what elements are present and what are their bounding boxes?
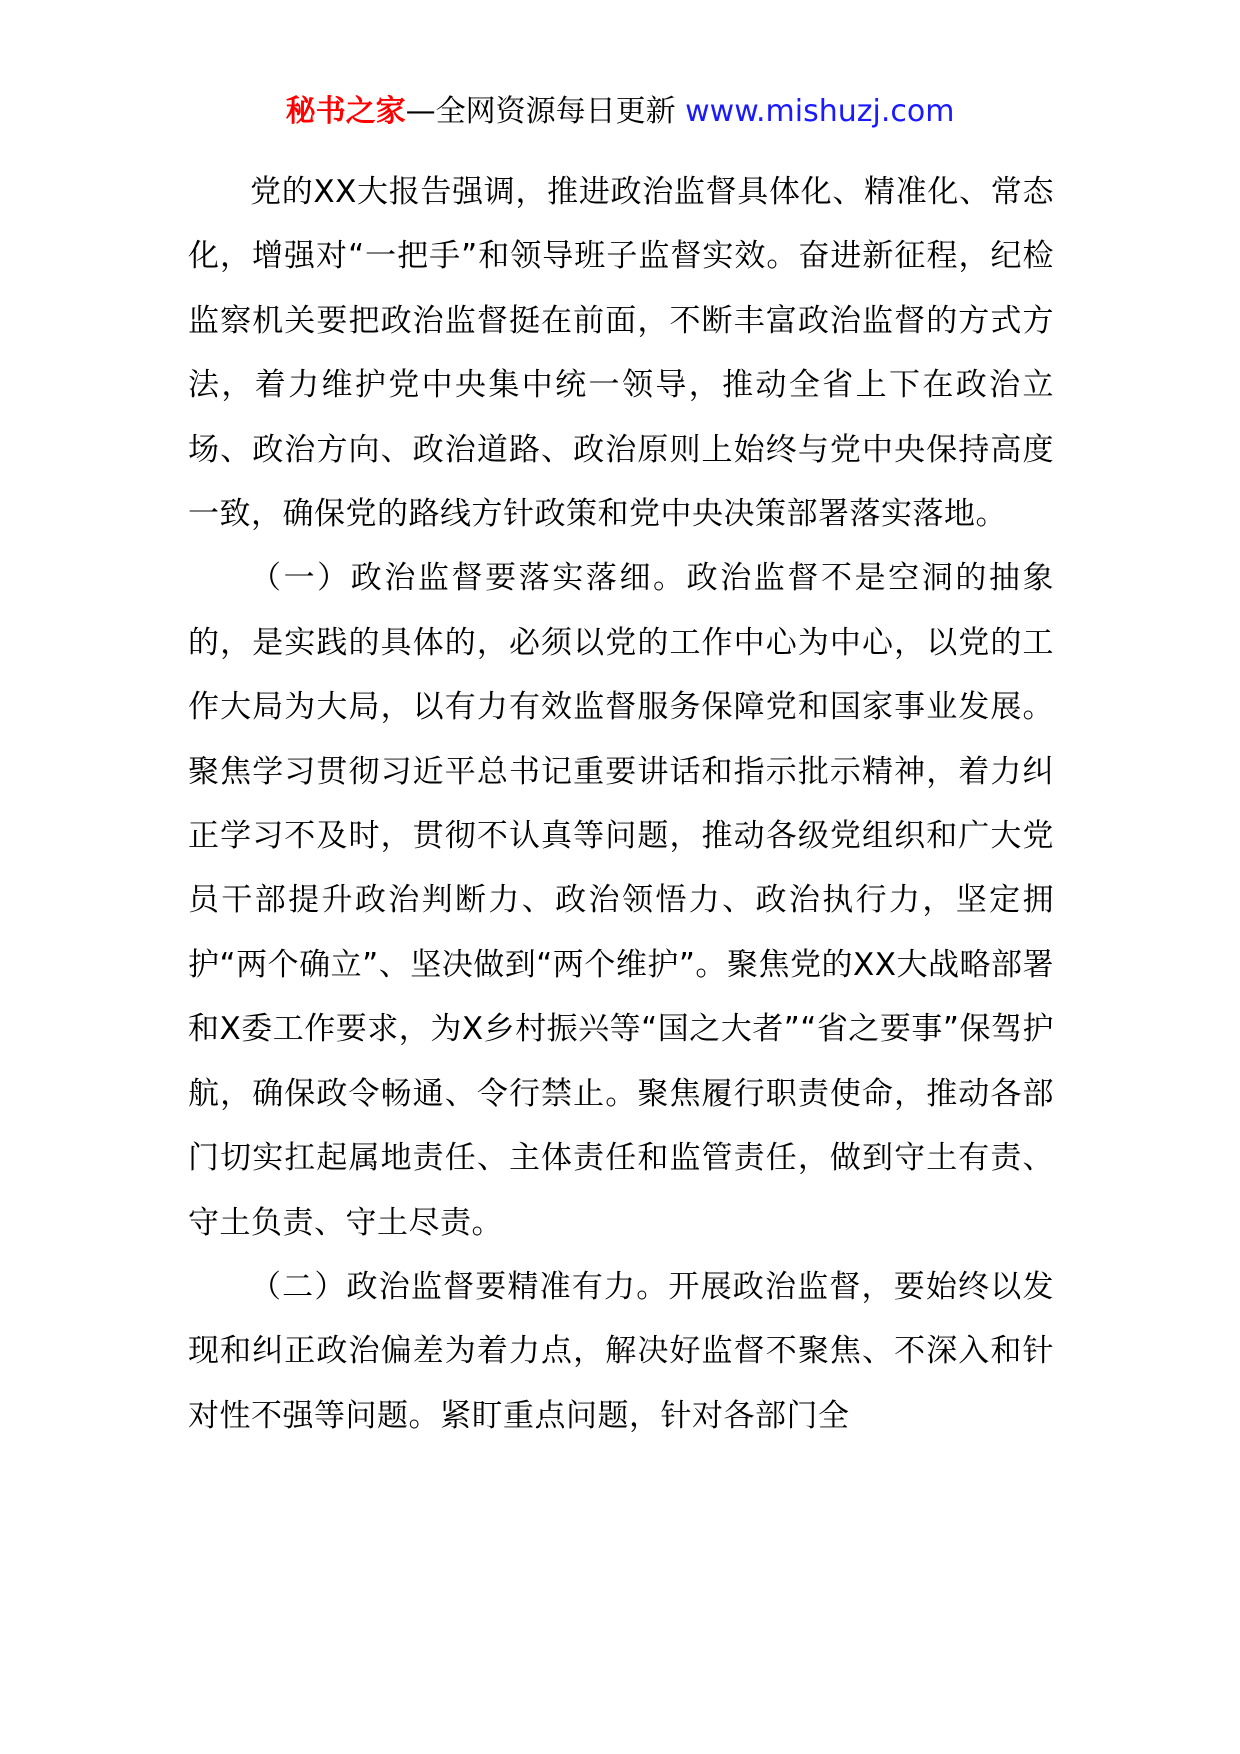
paragraph-section-2: （二）政治监督要精准有力。开展政治监督，要始终以发现和纠正政治偏差为着力点，解决好监督不聚焦、不深入和针对性不强等问题。紧盯重点问题，针对各部门全 xyxy=(188,1268,1054,1434)
paragraph-section-1: （一）政治监督要落实落细。政治监督不是空洞的抽象的，是实践的具体的，必须以党的工作中心为中心，以党的工作大局为大局，以有力有效监督服务保障党和国家事业发展。聚焦学习贯彻习近平总书记重要讲话和指示批示精神，着力纠正学习不及时，贯彻不认真等问题，推动各级党组织和广大党员干部提升政治判断力、政治领悟力、政治执行力，坚定拥护“两个确立”、坚决做到“两个维护”。聚焦党的XX大战略部署和X委工作要求，为X乡村振兴等“国之大者”“省之要事”保驾护航，确保政令畅通、令行禁止。聚焦履行职责使命，推动各部门切实扛起属地责任、主体责任和监管责任，做到守土有责、守土负责、守土尽责。 xyxy=(188,560,1054,1241)
document-body xyxy=(188,160,1054,1448)
site-url-link[interactable]: www.mishuzj.com xyxy=(685,94,955,129)
paragraph-intro: 党的XX大报告强调，推进政治监督具体化、精准化、常态化，增强对“一把手”和领导班子监督实效。奋进新征程，纪检监察机关要把政治监督挺在前面，不断丰富政治监督的方式方法，着力维护党中央集中统一领导，推动全省上下在政治立场、政治方向、政治道路、政治原则上始终与党中央保持高度一致，确保党的路线方针政策和党中央决策部署落实落地。 xyxy=(188,174,1054,533)
brand-name: 秘书之家 xyxy=(285,94,406,129)
site-header xyxy=(0,92,1240,132)
header-slogan: —全网资源每日更新 xyxy=(405,94,676,129)
